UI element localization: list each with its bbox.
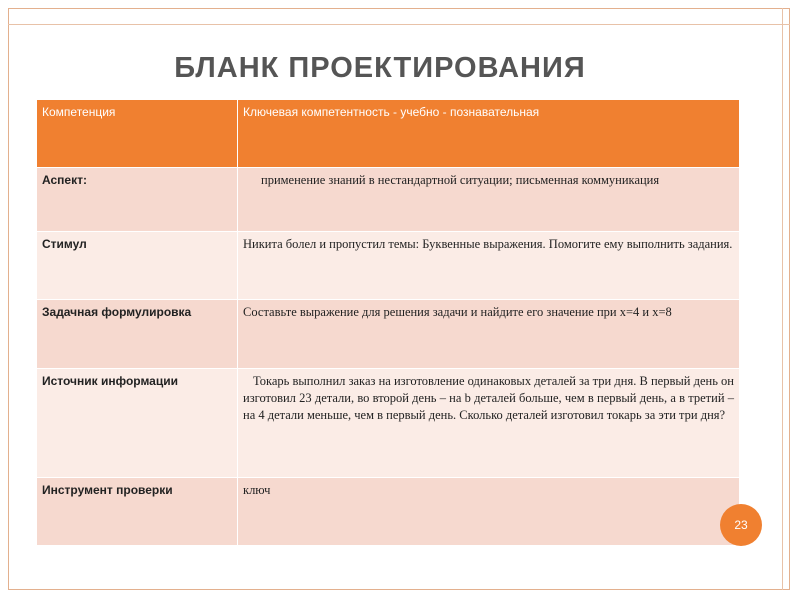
row-label: Стимул bbox=[37, 232, 238, 300]
frame-line-right bbox=[782, 8, 783, 590]
row-value: применение знаний в нестандартной ситуации; письменная коммуникация bbox=[238, 168, 740, 232]
row-value: Составьте выражение для решения задачи и найдите его значение при х=4 и х=8 bbox=[238, 300, 740, 369]
table-row-source bbox=[37, 369, 740, 478]
row-label: Компетенция bbox=[37, 100, 238, 168]
row-label: Аспект: bbox=[37, 168, 238, 232]
table-row-aspect bbox=[37, 168, 740, 232]
table-row-check bbox=[37, 478, 740, 546]
row-value: ключ bbox=[238, 478, 740, 546]
frame-line-top bbox=[8, 24, 790, 25]
table-row-task bbox=[37, 300, 740, 369]
table-row-competence bbox=[37, 100, 740, 168]
row-label: Инструмент проверки bbox=[37, 478, 238, 546]
row-value: Ключевая компетентность - учебно - познавательная bbox=[238, 100, 740, 168]
row-label: Задачная формулировка bbox=[37, 300, 238, 369]
row-value: Никита болел и пропустил темы: Буквенные выражения. Помогите ему выполнить задания. bbox=[238, 232, 740, 300]
row-label: Источник информации bbox=[37, 369, 238, 478]
design-table bbox=[36, 99, 740, 546]
row-value: Токарь выполнил заказ на изготовление одинаковых деталей за три дня. В первый день он изготовил 23 детали, во второй день – на b деталей больше, чем в первый день, а в третий – на 4 детали меньше, чем в первый день. Сколько деталей изготовил токарь за эти три дня? bbox=[238, 369, 740, 478]
table-row-stimulus bbox=[37, 232, 740, 300]
page-number-badge: 23 bbox=[720, 504, 762, 546]
page-title: БЛАНК ПРОЕКТИРОВАНИЯ bbox=[174, 52, 586, 84]
